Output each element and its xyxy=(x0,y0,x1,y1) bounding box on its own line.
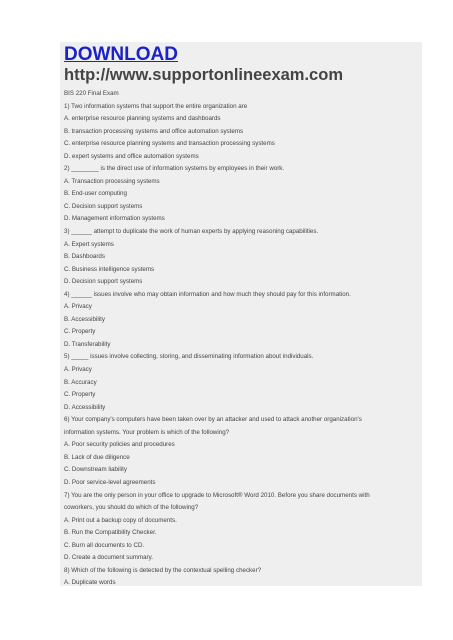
text-line: 8) Which of the following is detected by the contextual spelling checker? xyxy=(64,566,262,574)
text-line: A. Poor security policies and procedures xyxy=(64,441,175,449)
text-line: B. transaction processing systems and office automation systems xyxy=(64,127,244,135)
text-line: B. Accessibility xyxy=(64,315,105,323)
exam-text xyxy=(64,88,422,586)
text-line: A. Duplicate words xyxy=(64,579,116,586)
text-line: 7) You are the only person in your office to upgrade to Microsoft® Word 2010. Before you share documents with xyxy=(64,491,370,499)
text-line: C. Downstream liability xyxy=(64,466,127,474)
text-line: BIS 220 Final Exam xyxy=(64,90,119,97)
text-line: information systems. Your problem is which of the following? xyxy=(64,428,230,436)
download-link[interactable]: DOWNLOAD xyxy=(64,44,178,65)
text-line: D. expert systems and office automation systems xyxy=(64,152,199,160)
text-line: C. enterprise resource planning systems and transaction processing systems xyxy=(64,140,275,148)
text-line: A. Print out a backup copy of documents. xyxy=(64,516,177,524)
text-line: C. Burn all documents to CD. xyxy=(64,541,145,549)
text-line: C. Property xyxy=(64,391,96,399)
text-line: B. End-user computing xyxy=(64,190,127,198)
text-line: D. Transferability xyxy=(64,340,111,348)
text-line: A. Privacy xyxy=(64,366,92,374)
text-line: 5) _____ issues involve collecting, storing, and disseminating information about individuals. xyxy=(64,353,314,361)
text-line: 6) Your company's computers have been taken over by an attacker and used to attack another organization's xyxy=(64,416,362,424)
text-line: D. Poor service-level agreements xyxy=(64,478,156,486)
text-line: A. Transaction processing systems xyxy=(64,177,160,185)
text-line: B. Lack of due diligence xyxy=(64,453,130,461)
text-line: B. Run the Compatibility Checker. xyxy=(64,529,157,537)
text-line: A. Privacy xyxy=(64,303,92,311)
text-line: C. Property xyxy=(64,328,96,336)
document-content xyxy=(60,42,422,586)
text-line: C. Decision support systems xyxy=(64,202,143,210)
text-line: 2) ________ is the direct use of information systems by employees in their work. xyxy=(64,165,285,173)
text-line: A. Expert systems xyxy=(64,240,114,248)
text-line: coworkers, you should do which of the following? xyxy=(64,504,199,512)
text-line: A. enterprise resource planning systems and dashboards xyxy=(64,115,221,123)
text-line: 4) ______ issues involve who may obtain information and how much they should pay for this information. xyxy=(64,290,351,298)
text-line: C. Business intelligence systems xyxy=(64,265,155,273)
text-line: B. Accuracy xyxy=(64,378,97,386)
text-line: 3) ______ attempt to duplicate the work of human experts by applying reasoning capabilities. xyxy=(64,228,319,236)
text-line: 1) Two information systems that support the entire organization are xyxy=(64,102,248,110)
text-line: D. Accessibility xyxy=(64,403,106,411)
text-line: D. Create a document summary. xyxy=(64,554,153,562)
site-url: http://www.supportonlineexam.com xyxy=(64,66,343,84)
document-page xyxy=(60,42,422,586)
text-line: D. Decision support systems xyxy=(64,278,143,286)
text-line: D. Management information systems xyxy=(64,215,165,223)
text-line: B. Dashboards xyxy=(64,253,105,261)
